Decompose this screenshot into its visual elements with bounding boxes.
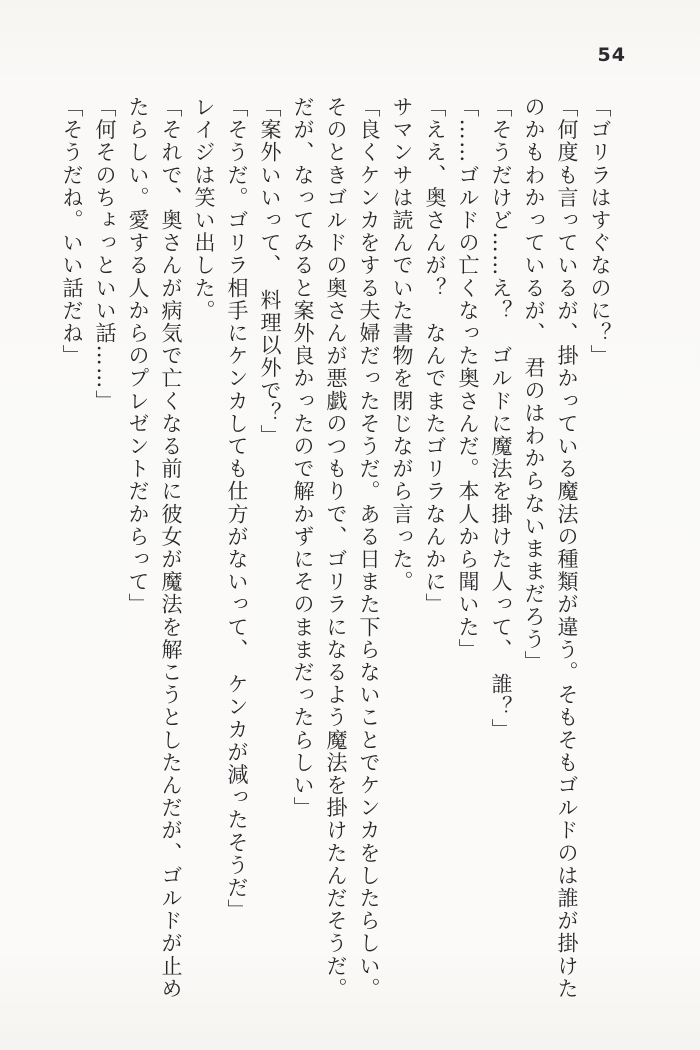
text-line: レイジは笑い出した。 — [192, 96, 216, 322]
text-line: 「良くケンカをする夫婦だったそうだ。ある日また下らないことでケンカをしたらしい。 — [357, 96, 381, 1000]
text-line: 「……ゴルドの亡くなった奥さんだ。本人から聞いた」 — [456, 96, 480, 661]
text-line: 「それで、奥さんが病気で亡くなる前に彼女が魔法を解こうとしたんだが、ゴルドが止め — [159, 96, 183, 1000]
text-line: だが、なってみると案外良かったので解かずにそのままだったらしい」 — [291, 96, 315, 820]
page-number: 54 — [597, 44, 626, 66]
text-line: 「そうだ。ゴリラ相手にケンカしても仕方がないって、 ケンカが減ったそうだ」 — [225, 96, 249, 922]
text-line: 「何そのちょっといい話……」 — [93, 96, 117, 413]
text-line: たらしい。愛する人からのプレゼントだからって」 — [126, 96, 150, 616]
text-line: 「そうだね。いい話だね」 — [60, 96, 84, 368]
text-line: のかもわかっているが、 君のはわからないままだろう」 — [522, 96, 546, 674]
text-line: そのときゴルドの奥さんが悪戯のつもりで、ゴリラになるよう魔法を掛けたんだそうだ。 — [324, 96, 348, 1000]
text-line: 「案外いいって、 料理以外で？」 — [258, 96, 282, 448]
text-line: 「ええ、奥さんが？ なんでまたゴリラなんかに」 — [423, 96, 447, 616]
text-line: 「ゴリラはすぐなのに？」 — [588, 96, 612, 368]
text-line: 「そうだけど……え？ ゴルドに魔法を掛けた人って、 誰？」 — [489, 96, 513, 741]
text-line: 「何度も言っているが、掛かっている魔法の種類が違う。そもそもゴルドのは誰が掛けた — [555, 96, 579, 1000]
text-line: サマンサは読んでいた書物を閉じながら言った。 — [390, 96, 414, 594]
text-block — [55, 96, 616, 1036]
